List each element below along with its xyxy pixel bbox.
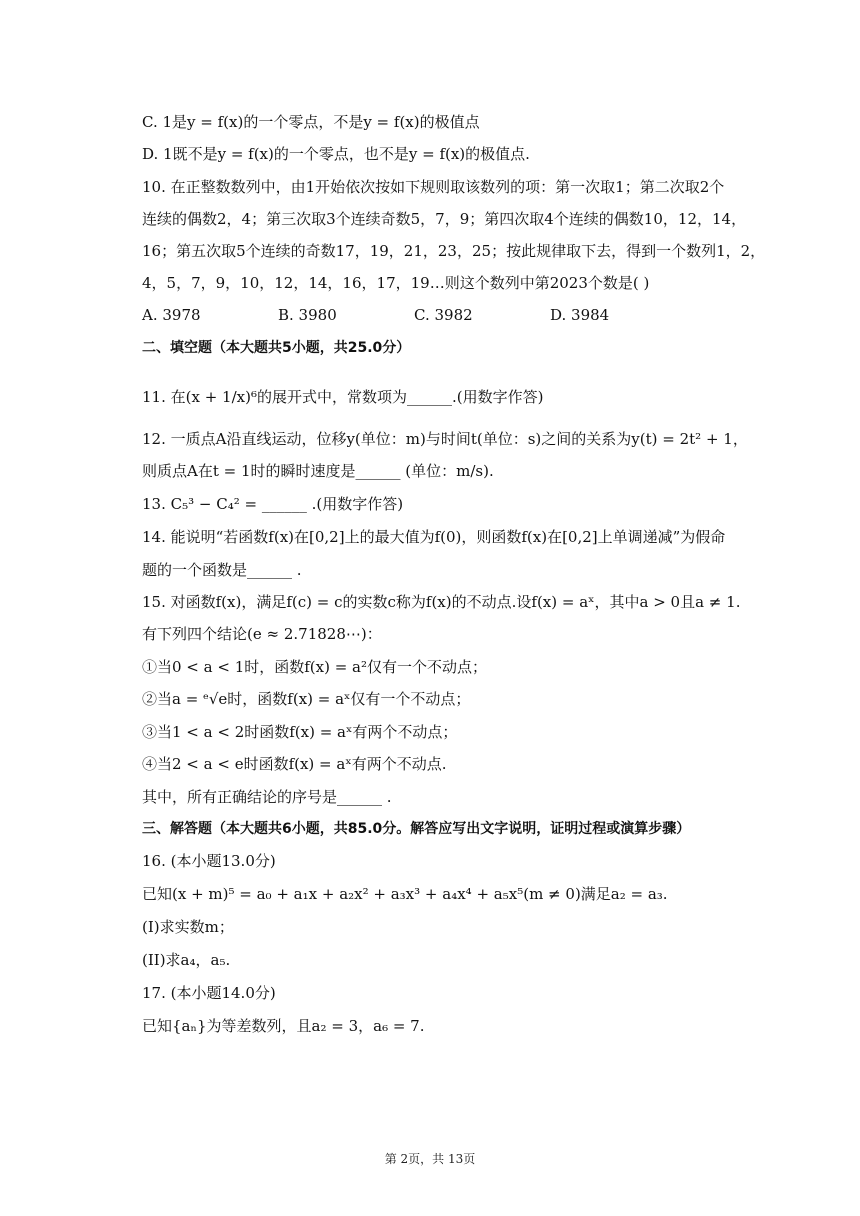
question-16-given: 已知(x + m)⁵ = a₀ + a₁x + a₂x² + a₃x³ + a₄x⁴ + a₅x⁵(m ≠ 0)满足a₂ = a₃. [142,885,668,903]
question-15-statement-2: ②当a = ᵉ√e时，函数f(x) = aˣ仅有一个不动点； [142,690,471,708]
section-heading-fill-in: 二、填空题（本大题共5小题，共25.0分） [142,340,411,356]
question-10-line-1: 10. 在正整数数列中，由1开始依次按如下规则取该数列的项：第一次取1；第二次取2个 [142,178,725,196]
question-17-given: 已知{aₙ}为等差数列，且a₂ = 3，a₆ = 7. [142,1017,425,1035]
option-d-q9: D. 1既不是y = f(x)的一个零点，也不是y = f(x)的极值点. [142,145,530,163]
option-a: A. 3978 [142,306,201,324]
question-16-part-2: (II)求a₄，a₅. [142,951,231,969]
option-b: B. 3980 [278,306,337,324]
question-16-part-1: (I)求实数m； [142,918,234,936]
question-15-line-1: 15. 对函数f(x)，满足f(c) = c的实数c称为f(x)的不动点.设f(x) = aˣ，其中a > 0且a ≠ 1. [142,593,741,611]
section-heading-solutions: 三、解答题（本大题共6小题，共85.0分。解答应写出文字说明，证明过程或演算步骤） [142,821,691,837]
question-15-line-2: 有下列四个结论(e ≈ 2.71828⋯)： [142,625,382,643]
question-12-line-2: 则质点A在t = 1时的瞬时速度是______ (单位：m/s). [142,462,494,480]
question-10-options [142,305,609,325]
option-d: D. 3984 [550,306,610,324]
question-15-statement-1: ①当0 < a < 1时，函数f(x) = a²仅有一个不动点； [142,658,488,676]
option-c: C. 3982 [414,306,473,324]
question-15-statement-3: ③当1 < a < 2时函数f(x) = aˣ有两个不动点； [142,723,458,741]
question-10-line-3: 16；第五次取5个连续的奇数17，19，21，23，25；按此规律取下去，得到一个数列1，2， [142,242,766,260]
question-15-prompt: 其中，所有正确结论的序号是______ . [142,788,392,806]
question-16-header: 16. (本小题13.0分) [142,852,276,870]
question-11: 11. 在(x + 1/x)⁶的展开式中，常数项为______.(用数字作答) [142,388,544,406]
page-footer: 第 2页，共 13页 [384,1152,476,1166]
question-10-line-2: 连续的偶数2，4；第三次取3个连续奇数5，7，9；第四次取4个连续的偶数10，12，14， [142,210,747,228]
question-15-statement-4: ④当2 < a < e时函数f(x) = aˣ有两个不动点. [142,755,447,773]
option-c-q9: C. 1是y = f(x)的一个零点，不是y = f(x)的极值点 [142,113,480,131]
question-10-line-4: 4，5，7，9，10，12，14，16，17，19…则这个数列中第2023个数是( ) [142,274,650,292]
question-14-line-1: 14. 能说明“若函数f(x)在[0,2]上的最大值为f(0)，则函数f(x)在[0,2]上单调递减”为假命 [142,528,726,546]
question-13: 13. C₅³ − C₄² = ______ .(用数字作答) [142,495,404,513]
question-12-line-1: 12. 一质点A沿直线运动，位移y(单位：m)与时间t(单位：s)之间的关系为y(t) = 2t² + 1， [142,430,748,448]
question-14-line-2: 题的一个函数是______ . [142,561,302,579]
question-17-header: 17. (本小题14.0分) [142,984,276,1002]
